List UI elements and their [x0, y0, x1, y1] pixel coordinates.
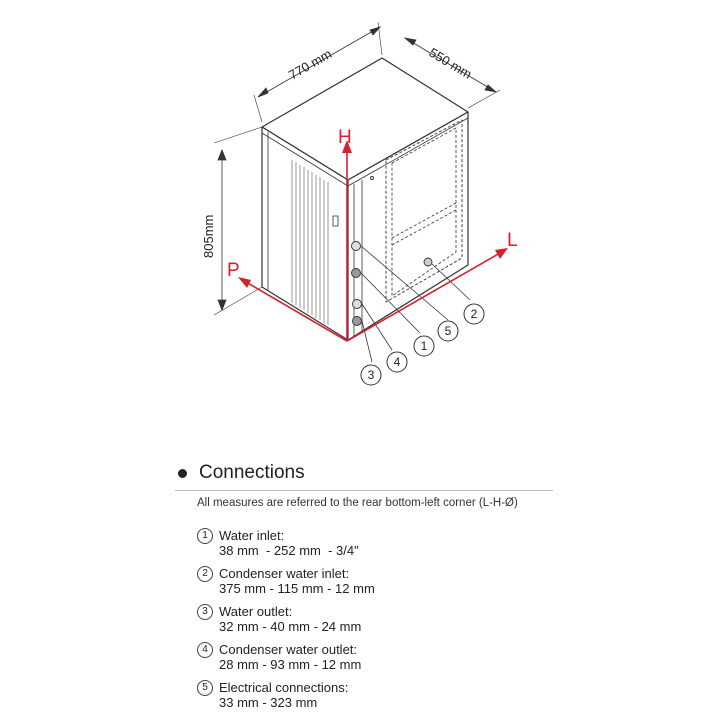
item-label: Water inlet:: [219, 528, 285, 543]
connections-subtitle: All measures are referred to the rear bottom-left corner (L-H-Ø): [197, 497, 518, 509]
item-label: Condenser water outlet:: [219, 642, 358, 657]
item-value: 32 mm - 40 mm - 24 mm: [219, 619, 362, 634]
axis-h-label: H: [338, 127, 352, 148]
list-item: [197, 528, 557, 566]
list-item: [197, 566, 557, 604]
callout-4-label: 4: [393, 355, 401, 369]
list-item: [197, 604, 557, 642]
item-label: Electrical connections:: [219, 680, 349, 695]
connections-heading: [175, 458, 555, 488]
connections-list: [197, 528, 557, 718]
connections-section: [175, 458, 555, 509]
item-value: 38 mm - 252 mm - 3/4": [219, 543, 359, 558]
item-label: Water outlet:: [219, 604, 293, 619]
width-dimension: 770 mm: [286, 46, 335, 83]
item-number: 3: [197, 604, 213, 620]
callout-1-label: 1: [420, 339, 428, 353]
item-value: 375 mm - 115 mm - 12 mm: [219, 581, 375, 596]
connections-title: Connections: [199, 462, 305, 483]
callout-2-label: 2: [470, 307, 478, 321]
item-number: 1: [197, 528, 213, 544]
height-dimension: 805mm: [201, 214, 216, 258]
item-value: 28 mm - 93 mm - 12 mm: [219, 657, 362, 672]
list-item: [197, 642, 557, 680]
divider: [175, 490, 553, 491]
callout-3-label: 3: [367, 368, 375, 382]
axis-l-label: L: [507, 230, 518, 251]
callout-5-label: 5: [444, 324, 452, 338]
item-number: 2: [197, 566, 213, 582]
depth-dimension: 550 mm: [426, 44, 475, 82]
item-value: 33 mm - 323 mm: [219, 695, 318, 710]
axis-p-label: P: [227, 260, 240, 281]
side-latch: [333, 216, 338, 226]
item-label: Condenser water inlet:: [219, 566, 350, 581]
list-item: [197, 680, 557, 718]
bullet-icon: [178, 469, 187, 478]
item-number: 5: [197, 680, 213, 696]
item-number: 4: [197, 642, 213, 658]
